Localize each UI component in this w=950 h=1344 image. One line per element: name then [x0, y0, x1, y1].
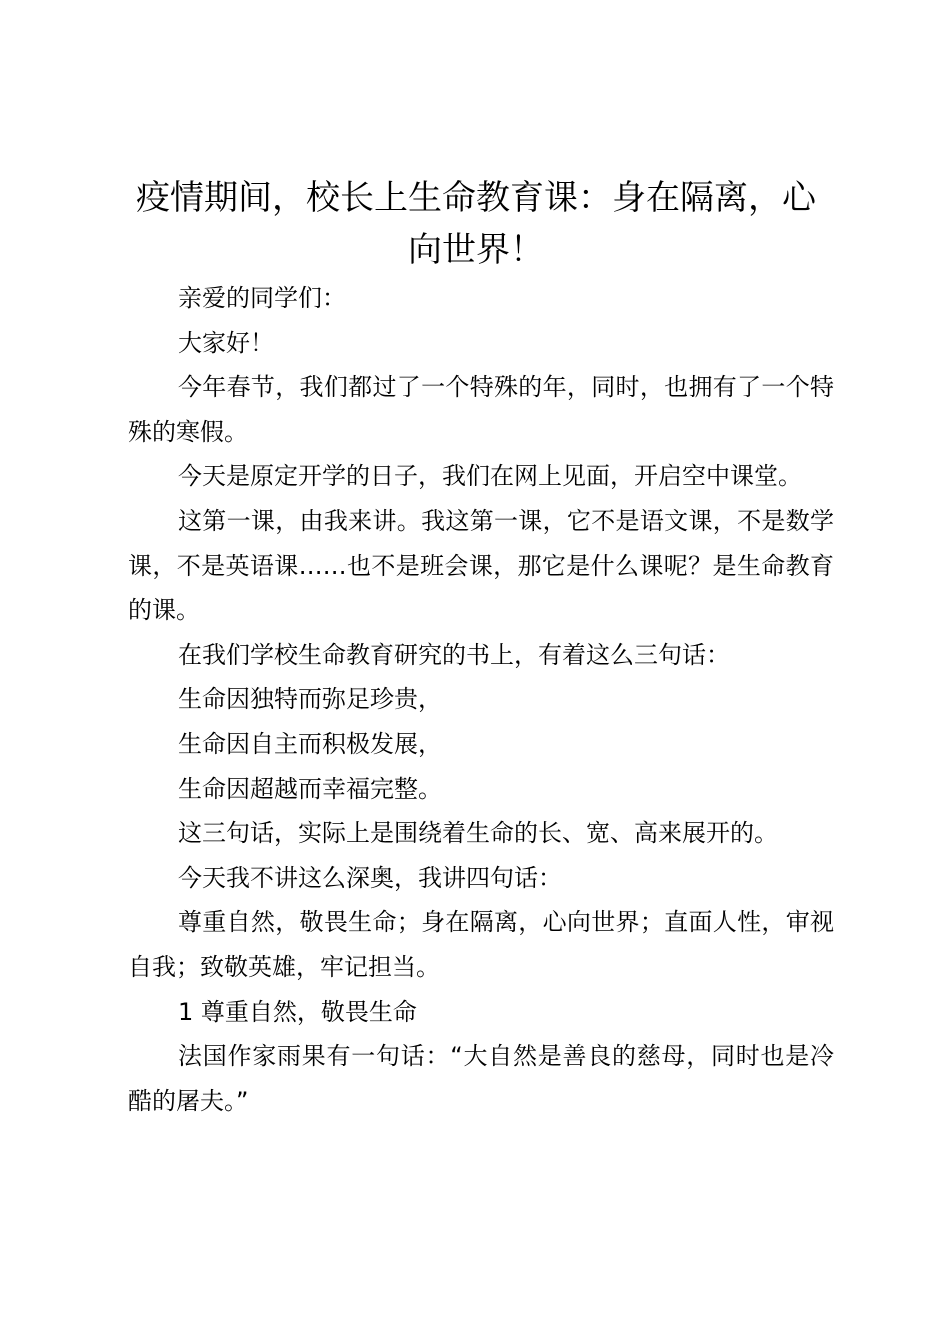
paragraph-four-sentences: 尊重自然，敬畏生命；身在隔离，心向世界；直面人性，审视自我；致敬英雄，牢记担当。 [128, 908, 834, 981]
paragraph-spring-festival: 今年春节，我们都过了一个特殊的年，同时，也拥有了一个特殊的寒假。 [128, 373, 834, 446]
paragraph-school-start: 今天是原定开学的日子，我们在网上见面，开启空中课堂。 [178, 462, 802, 491]
document-body [128, 276, 834, 1123]
paragraph-sentence-one: 生命因独特而弥足珍贵， [178, 685, 442, 714]
paragraph-hugo-quote: 法国作家雨果有一句话：“大自然是善良的慈母，同时也是冷酷的屠夫。” [128, 1042, 834, 1115]
paragraph-first-lesson: 这第一课，由我来讲。我这第一课，它不是语文课，不是数学课，不是英语课……也不是班会课，那它是什么课呢？是生命教育的课。 [128, 506, 834, 625]
paragraph-greeting: 亲爱的同学们： [178, 284, 346, 312]
paragraph-dimensions: 这三句话，实际上是围绕着生命的长、宽、高来展开的。 [178, 819, 778, 848]
document-title: 疫情期间，校长上生命教育课：身在隔离，心向世界！ [136, 178, 816, 270]
section-heading-1: 1 尊重自然，敬畏生命 [178, 997, 417, 1026]
paragraph-sentence-two: 生命因自主而积极发展， [178, 729, 442, 758]
paragraph-hello: 大家好！ [178, 328, 274, 357]
paragraph-sentence-three: 生命因超越而幸福完整。 [178, 774, 442, 803]
paragraph-three-sentences-intro: 在我们学校生命教育研究的书上，有着这么三句话： [178, 640, 730, 669]
paragraph-four-sentences-intro: 今天我不讲这么深奥，我讲四句话： [178, 863, 562, 892]
